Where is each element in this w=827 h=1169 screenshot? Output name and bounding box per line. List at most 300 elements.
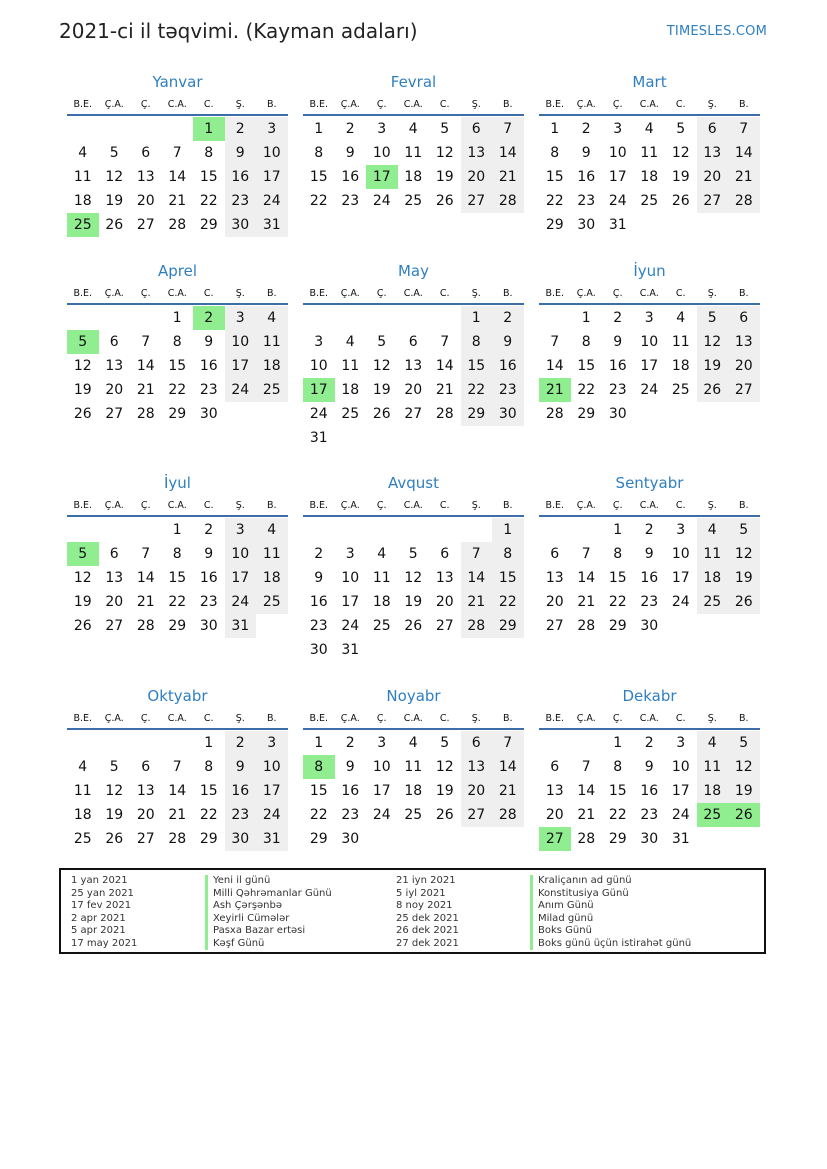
day-cell: 13 [136, 783, 155, 799]
day-cell: 25 [404, 807, 423, 823]
weekday-label: Ç.A. [576, 500, 596, 511]
empty-cell [162, 731, 194, 755]
weekday-label: C.A. [167, 713, 187, 724]
day-cell: 5 [440, 121, 450, 137]
day-cell: 12 [697, 330, 729, 354]
day-cell: 20 [728, 354, 760, 378]
day-cell: 10 [225, 542, 257, 566]
weekday-label: Ç.A. [340, 500, 360, 511]
day-cell: 28 [461, 614, 493, 638]
empty-cell [303, 306, 335, 330]
day-cell: 13 [435, 570, 454, 586]
weekday-label: C.A. [167, 500, 187, 511]
holiday-day-cell: 2 [193, 306, 225, 330]
day-cell: 14 [136, 570, 155, 586]
day-cell: 15 [545, 169, 564, 185]
weekday-label: B. [502, 500, 513, 511]
day-grid [539, 518, 760, 638]
day-cell: 2 [345, 735, 355, 751]
day-cell: 29 [577, 406, 596, 422]
day-cell: 11 [404, 759, 423, 775]
day-cell: 25 [372, 618, 391, 634]
weekday-label: B. [502, 99, 513, 110]
day-grid [67, 518, 288, 638]
day-cell: 8 [550, 145, 560, 161]
day-cell: 9 [204, 546, 214, 562]
month-name: Noyabr [386, 687, 441, 705]
day-cell: 20 [105, 594, 124, 610]
day-cell: 19 [697, 354, 729, 378]
day-cell: 20 [461, 779, 493, 803]
day-cell: 27 [545, 618, 564, 634]
day-cell: 12 [728, 542, 760, 566]
day-grid [303, 731, 524, 851]
day-cell: 20 [136, 807, 155, 823]
weekday-label: B. [502, 288, 513, 299]
day-cell: 22 [168, 382, 187, 398]
day-cell: 3 [644, 310, 654, 326]
day-cell: 7 [492, 731, 524, 755]
day-cell: 4 [256, 306, 288, 330]
weekday-label: Ç. [612, 500, 623, 511]
day-cell: 1 [172, 522, 182, 538]
day-cell: 5 [697, 306, 729, 330]
day-cell: 23 [492, 378, 524, 402]
day-cell: 31 [225, 614, 257, 638]
empty-cell [303, 518, 335, 542]
day-cell: 25 [404, 193, 423, 209]
weekday-header [67, 97, 288, 116]
day-cell: 21 [577, 594, 596, 610]
day-cell: 6 [461, 117, 493, 141]
day-cell: 10 [608, 145, 627, 161]
legend-date: 1 yan 2021 [71, 875, 128, 886]
weekday-label: Ş. [235, 713, 245, 724]
day-cell: 12 [404, 570, 423, 586]
day-grid [539, 117, 760, 237]
day-cell: 28 [577, 831, 596, 847]
day-cell: 6 [728, 306, 760, 330]
month-name: Mart [632, 73, 667, 91]
weekday-label: Ş. [707, 713, 717, 724]
day-cell: 13 [136, 169, 155, 185]
weekday-label: C. [439, 713, 450, 724]
holiday-day-cell: 21 [539, 378, 571, 402]
day-cell: 28 [435, 406, 454, 422]
day-cell: 11 [256, 542, 288, 566]
day-cell: 15 [492, 566, 524, 590]
day-cell: 14 [492, 141, 524, 165]
day-cell: 2 [644, 735, 654, 751]
day-cell: 29 [608, 618, 627, 634]
day-cell: 8 [461, 330, 493, 354]
day-cell: 29 [168, 618, 187, 634]
day-cell: 10 [671, 546, 690, 562]
day-cell: 25 [256, 378, 288, 402]
day-cell: 12 [73, 358, 92, 374]
day-cell: 7 [440, 334, 450, 350]
day-cell: 4 [377, 546, 387, 562]
day-cell: 12 [728, 755, 760, 779]
day-cell: 17 [671, 783, 690, 799]
day-cell: 30 [341, 831, 360, 847]
day-cell: 8 [204, 759, 214, 775]
weekday-label: Ç.A. [576, 288, 596, 299]
page-title: 2021-ci il təqvimi. (Kayman adaları) [59, 19, 418, 43]
day-cell: 10 [256, 141, 288, 165]
day-cell: 26 [697, 378, 729, 402]
weekday-label: B.E. [309, 713, 329, 724]
day-cell: 14 [168, 783, 187, 799]
day-cell: 22 [309, 193, 328, 209]
day-cell: 28 [168, 217, 187, 233]
day-cell: 24 [256, 803, 288, 827]
day-cell: 26 [435, 807, 454, 823]
day-cell: 9 [225, 755, 257, 779]
day-cell: 11 [341, 358, 360, 374]
day-cell: 27 [697, 189, 729, 213]
day-grid [67, 117, 288, 237]
weekday-label: C. [439, 99, 450, 110]
weekday-label: Ş. [471, 288, 481, 299]
day-cell: 21 [136, 382, 155, 398]
weekday-label: C. [203, 99, 214, 110]
empty-cell [398, 306, 430, 330]
day-cell: 22 [492, 590, 524, 614]
day-cell: 29 [608, 831, 627, 847]
legend-date: 5 iyl 2021 [396, 887, 446, 899]
day-cell: 27 [105, 618, 124, 634]
empty-cell [99, 518, 131, 542]
day-cell: 3 [314, 334, 324, 350]
day-cell: 17 [256, 779, 288, 803]
weekday-label: Ş. [235, 500, 245, 511]
month-name: Fevral [390, 73, 437, 91]
day-cell: 23 [225, 189, 257, 213]
empty-cell [571, 518, 603, 542]
weekday-header [303, 286, 524, 305]
day-cell: 21 [492, 779, 524, 803]
day-cell: 30 [577, 217, 596, 233]
day-cell: 30 [225, 213, 257, 237]
legend-names-col-2 [530, 875, 691, 950]
weekday-label: C. [675, 288, 686, 299]
day-cell: 22 [577, 382, 596, 398]
day-cell: 15 [168, 358, 187, 374]
day-cell: 7 [141, 334, 151, 350]
legend-holiday-name: Konstitusiya Günü [530, 888, 691, 901]
day-cell: 15 [199, 169, 218, 185]
day-cell: 20 [404, 382, 423, 398]
weekday-label: Ç. [376, 288, 387, 299]
day-cell: 27 [461, 803, 493, 827]
day-cell: 26 [372, 406, 391, 422]
weekday-label: C.A. [403, 99, 423, 110]
day-cell: 1 [492, 518, 524, 542]
day-cell: 19 [105, 193, 124, 209]
day-cell: 20 [105, 382, 124, 398]
weekday-header [67, 286, 288, 305]
legend-names-col-1 [205, 875, 332, 950]
day-cell: 11 [372, 570, 391, 586]
weekday-label: Ç. [140, 99, 151, 110]
day-cell: 7 [581, 759, 591, 775]
day-cell: 9 [644, 546, 654, 562]
site-link[interactable]: TIMESLES.COM [666, 24, 767, 39]
empty-cell [539, 731, 571, 755]
day-cell: 11 [640, 145, 659, 161]
day-cell: 11 [671, 334, 690, 350]
weekday-label: C.A. [167, 288, 187, 299]
day-cell: 16 [225, 779, 257, 803]
day-cell: 14 [577, 783, 596, 799]
weekday-label: C.A. [403, 713, 423, 724]
weekday-label: B.E. [545, 99, 565, 110]
day-cell: 22 [309, 807, 328, 823]
day-cell: 8 [581, 334, 591, 350]
day-cell: 30 [608, 406, 627, 422]
day-cell: 16 [640, 570, 659, 586]
empty-cell [67, 117, 99, 141]
day-cell: 4 [644, 121, 654, 137]
day-cell: 3 [377, 735, 387, 751]
weekday-label: Ç. [612, 713, 623, 724]
legend-holiday-name: Boks Günü [530, 925, 691, 938]
weekday-label: Ş. [471, 99, 481, 110]
weekday-label: B. [266, 500, 277, 511]
empty-cell [539, 306, 571, 330]
day-cell: 6 [550, 759, 560, 775]
weekday-label: Ç.A. [104, 99, 124, 110]
day-cell: 10 [225, 330, 257, 354]
day-cell: 19 [73, 382, 92, 398]
day-cell: 10 [671, 759, 690, 775]
day-cell: 9 [204, 334, 214, 350]
month-block [539, 686, 760, 851]
day-grid [303, 518, 524, 662]
day-cell: 4 [78, 145, 88, 161]
day-cell: 17 [256, 165, 288, 189]
holiday-day-cell: 25 [697, 803, 729, 827]
day-cell: 10 [309, 358, 328, 374]
day-cell: 8 [314, 145, 324, 161]
day-cell: 27 [728, 378, 760, 402]
day-cell: 2 [314, 546, 324, 562]
day-cell: 1 [314, 735, 324, 751]
month-name: Sentyabr [615, 474, 684, 492]
day-cell: 5 [440, 735, 450, 751]
day-cell: 9 [581, 145, 591, 161]
day-cell: 19 [435, 783, 454, 799]
day-cell: 21 [492, 165, 524, 189]
empty-cell [99, 731, 131, 755]
day-cell: 27 [461, 189, 493, 213]
day-cell: 1 [172, 310, 182, 326]
day-cell: 7 [172, 145, 182, 161]
day-cell: 6 [550, 546, 560, 562]
day-cell: 19 [728, 779, 760, 803]
holiday-day-cell: 8 [303, 755, 335, 779]
weekday-label: B. [738, 99, 749, 110]
legend-holiday-name: Kəşf Günü [205, 938, 332, 951]
day-cell: 26 [105, 217, 124, 233]
legend-holiday-name: Ash Çərşənbə [205, 900, 332, 913]
day-cell: 9 [345, 759, 355, 775]
weekday-label: C.A. [639, 500, 659, 511]
month-block [67, 72, 288, 237]
empty-cell [130, 518, 162, 542]
day-cell: 7 [550, 334, 560, 350]
month-block [303, 72, 524, 213]
day-cell: 21 [168, 807, 187, 823]
day-grid [539, 306, 760, 426]
weekday-label: Ş. [235, 288, 245, 299]
empty-cell [99, 117, 131, 141]
weekday-label: C.A. [639, 713, 659, 724]
weekday-label: B.E. [545, 713, 565, 724]
day-cell: 15 [608, 783, 627, 799]
weekday-label: Ş. [707, 99, 717, 110]
legend-date: 26 dek 2021 [396, 925, 459, 936]
day-cell: 14 [168, 169, 187, 185]
day-cell: 13 [461, 755, 493, 779]
day-cell: 4 [408, 121, 418, 137]
day-cell: 26 [728, 590, 760, 614]
weekday-label: C. [675, 99, 686, 110]
day-cell: 23 [341, 193, 360, 209]
weekday-label: B.E. [545, 500, 565, 511]
day-cell: 14 [461, 566, 493, 590]
day-cell: 20 [136, 193, 155, 209]
day-cell: 12 [372, 358, 391, 374]
legend-date: 17 fev 2021 [71, 900, 132, 911]
day-cell: 18 [73, 193, 92, 209]
weekday-label: B.E. [73, 713, 93, 724]
day-cell: 16 [309, 594, 328, 610]
day-cell: 30 [199, 406, 218, 422]
day-cell: 24 [225, 378, 257, 402]
day-cell: 22 [545, 193, 564, 209]
weekday-label: Ş. [707, 288, 717, 299]
day-cell: 31 [608, 217, 627, 233]
weekday-header [303, 498, 524, 517]
day-cell: 6 [141, 759, 151, 775]
month-block [539, 473, 760, 638]
day-cell: 22 [461, 378, 493, 402]
weekday-label: Ç. [612, 288, 623, 299]
weekday-label: Ç.A. [576, 713, 596, 724]
day-cell: 27 [136, 831, 155, 847]
day-cell: 15 [199, 783, 218, 799]
month-block [67, 261, 288, 426]
day-cell: 25 [640, 193, 659, 209]
weekday-label: Ç. [376, 713, 387, 724]
day-cell: 3 [225, 518, 257, 542]
day-cell: 12 [671, 145, 690, 161]
day-cell: 17 [640, 358, 659, 374]
day-cell: 24 [309, 406, 328, 422]
weekday-label: C. [675, 500, 686, 511]
day-cell: 26 [105, 831, 124, 847]
day-grid [67, 306, 288, 426]
day-cell: 30 [640, 618, 659, 634]
day-cell: 16 [199, 358, 218, 374]
month-block [539, 261, 760, 426]
weekday-label: C. [439, 500, 450, 511]
weekday-label: B.E. [73, 99, 93, 110]
day-cell: 28 [136, 406, 155, 422]
empty-cell [461, 518, 493, 542]
weekday-label: C. [203, 288, 214, 299]
weekday-header [539, 286, 760, 305]
day-cell: 17 [225, 566, 257, 590]
day-cell: 19 [728, 566, 760, 590]
day-cell: 4 [256, 518, 288, 542]
day-cell: 29 [199, 217, 218, 233]
empty-cell [335, 306, 367, 330]
weekday-label: Ç. [140, 713, 151, 724]
day-cell: 1 [461, 306, 493, 330]
empty-cell [99, 306, 131, 330]
day-cell: 24 [372, 807, 391, 823]
day-cell: 20 [545, 594, 564, 610]
day-cell: 19 [671, 169, 690, 185]
day-cell: 15 [309, 783, 328, 799]
day-cell: 18 [404, 783, 423, 799]
day-cell: 5 [408, 546, 418, 562]
day-cell: 31 [341, 642, 360, 658]
legend-dates-col-1 [71, 875, 137, 950]
day-cell: 23 [341, 807, 360, 823]
day-cell: 6 [408, 334, 418, 350]
empty-cell [162, 117, 194, 141]
day-cell: 13 [545, 570, 564, 586]
day-cell: 30 [640, 831, 659, 847]
weekday-label: Ç. [376, 99, 387, 110]
weekday-label: Ç.A. [104, 500, 124, 511]
day-cell: 14 [728, 141, 760, 165]
legend-date: 8 noy 2021 [396, 900, 453, 911]
day-cell: 17 [225, 354, 257, 378]
day-cell: 8 [204, 145, 214, 161]
day-cell: 1 [314, 121, 324, 137]
day-cell: 25 [671, 382, 690, 398]
weekday-header [539, 97, 760, 116]
weekday-label: Ç. [140, 288, 151, 299]
weekday-header [303, 97, 524, 116]
day-cell: 12 [105, 783, 124, 799]
day-cell: 10 [640, 334, 659, 350]
day-cell: 3 [256, 117, 288, 141]
day-cell: 3 [613, 121, 623, 137]
day-cell: 19 [73, 594, 92, 610]
day-cell: 18 [73, 807, 92, 823]
day-cell: 20 [697, 165, 729, 189]
day-cell: 15 [168, 570, 187, 586]
empty-cell [130, 731, 162, 755]
day-cell: 26 [73, 406, 92, 422]
day-cell: 13 [728, 330, 760, 354]
day-cell: 29 [309, 831, 328, 847]
day-cell: 6 [109, 546, 119, 562]
empty-cell [429, 518, 461, 542]
day-cell: 9 [345, 145, 355, 161]
month-block [303, 686, 524, 851]
day-cell: 18 [341, 382, 360, 398]
empty-cell [429, 306, 461, 330]
month-name: Dekabr [622, 687, 677, 705]
day-cell: 8 [172, 546, 182, 562]
